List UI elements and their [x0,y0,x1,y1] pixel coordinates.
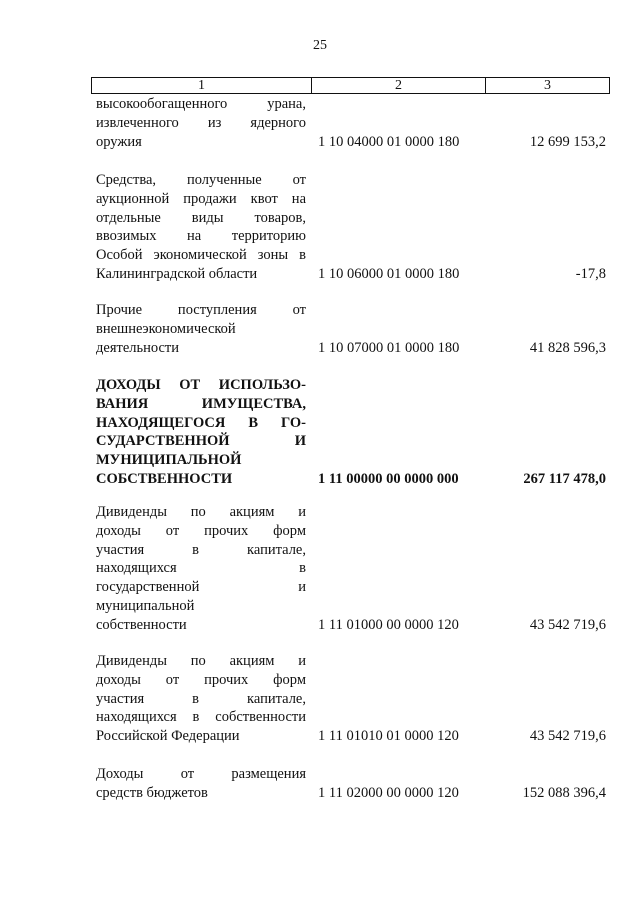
row-code: 1 11 00000 00 0000 000 [318,471,459,487]
row-name [96,765,306,803]
table-header [91,77,610,94]
row-amount: -17,8 [575,266,606,282]
row-amount: 41 828 596,3 [529,339,606,356]
row-name-line: НАХОДЯЩЕГОСЯ В ГО- [96,414,306,431]
row-name-line: Российской Федерации [96,728,240,745]
row-name-line: находящихся в собственности [96,709,306,726]
row-name-line: Прочие поступления от [96,302,306,318]
row-name [96,376,306,489]
row-name [96,503,306,635]
row-code: 1 10 04000 01 0000 180 [318,133,460,150]
row-name-line: высокообогащенного урана, [96,96,306,112]
row-name-line: Дивиденды по акциям и [96,504,306,520]
row-name [96,95,306,151]
row-name [96,652,306,746]
row-name-line: оружия [96,133,142,150]
row-name-line: Калининградской области [96,265,258,282]
row-name-line: СОБСТВЕННОСТИ [96,470,233,487]
row-code: 1 11 01000 00 0000 120 [318,616,459,633]
row-code: 1 10 06000 01 0000 180 [318,266,460,282]
row-name-line: доходы от прочих форм [96,522,306,539]
row-name-line: муниципальной [96,597,195,614]
row-name-line: собственности [96,616,187,633]
row-name-line: ДОХОДЫ ОТ ИСПОЛЬЗО- [96,377,306,393]
row-name-line: МУНИЦИПАЛЬНОЙ [96,452,242,469]
row-name-line: аукционной продажи квот на [96,190,306,207]
row-code: 1 10 07000 01 0000 180 [318,339,460,356]
header-col-3: 3 [544,78,551,93]
row-name-line: СУДАРСТВЕННОЙ И [96,433,306,450]
row-name-line: доходы от прочих форм [96,671,306,688]
row-name-line: участия в капитале, [96,541,306,558]
header-col-2: 2 [312,78,486,93]
row-code: 1 11 01010 01 0000 120 [318,728,459,745]
row-name-line: находящихся в [96,560,306,577]
row-name-line: ВАНИЯ ИМУЩЕСТВА, [96,395,306,412]
row-code: 1 11 02000 00 0000 120 [318,784,459,801]
row-name-line: деятельности [96,339,180,356]
row-name-line: государственной и [96,579,306,596]
row-name [96,171,306,284]
row-name-line: участия в капитале, [96,690,306,707]
page-number: 25 [313,38,327,53]
header-col-1: 1 [92,78,312,93]
row-name [96,301,306,357]
row-name-line: Особой экономической зоны в [96,247,306,264]
row-amount: 43 542 719,6 [529,728,606,745]
row-name-line: Доходы от размещения [96,766,306,782]
row-name-line: извлеченного из ядерного [96,114,306,131]
row-amount: 152 088 396,4 [522,784,606,801]
row-amount: 43 542 719,6 [529,616,606,633]
row-name-line: ввозимых на территорию [96,228,306,245]
row-amount: 267 117 478,0 [523,471,606,487]
row-name-line: Средства, полученные от [96,172,306,188]
row-amount: 12 699 153,2 [529,133,606,150]
row-name-line: внешнеэкономической [96,320,236,337]
row-name-line: средств бюджетов [96,784,208,801]
row-name-line: отдельные виды товаров, [96,209,306,226]
row-name-line: Дивиденды по акциям и [96,653,306,669]
